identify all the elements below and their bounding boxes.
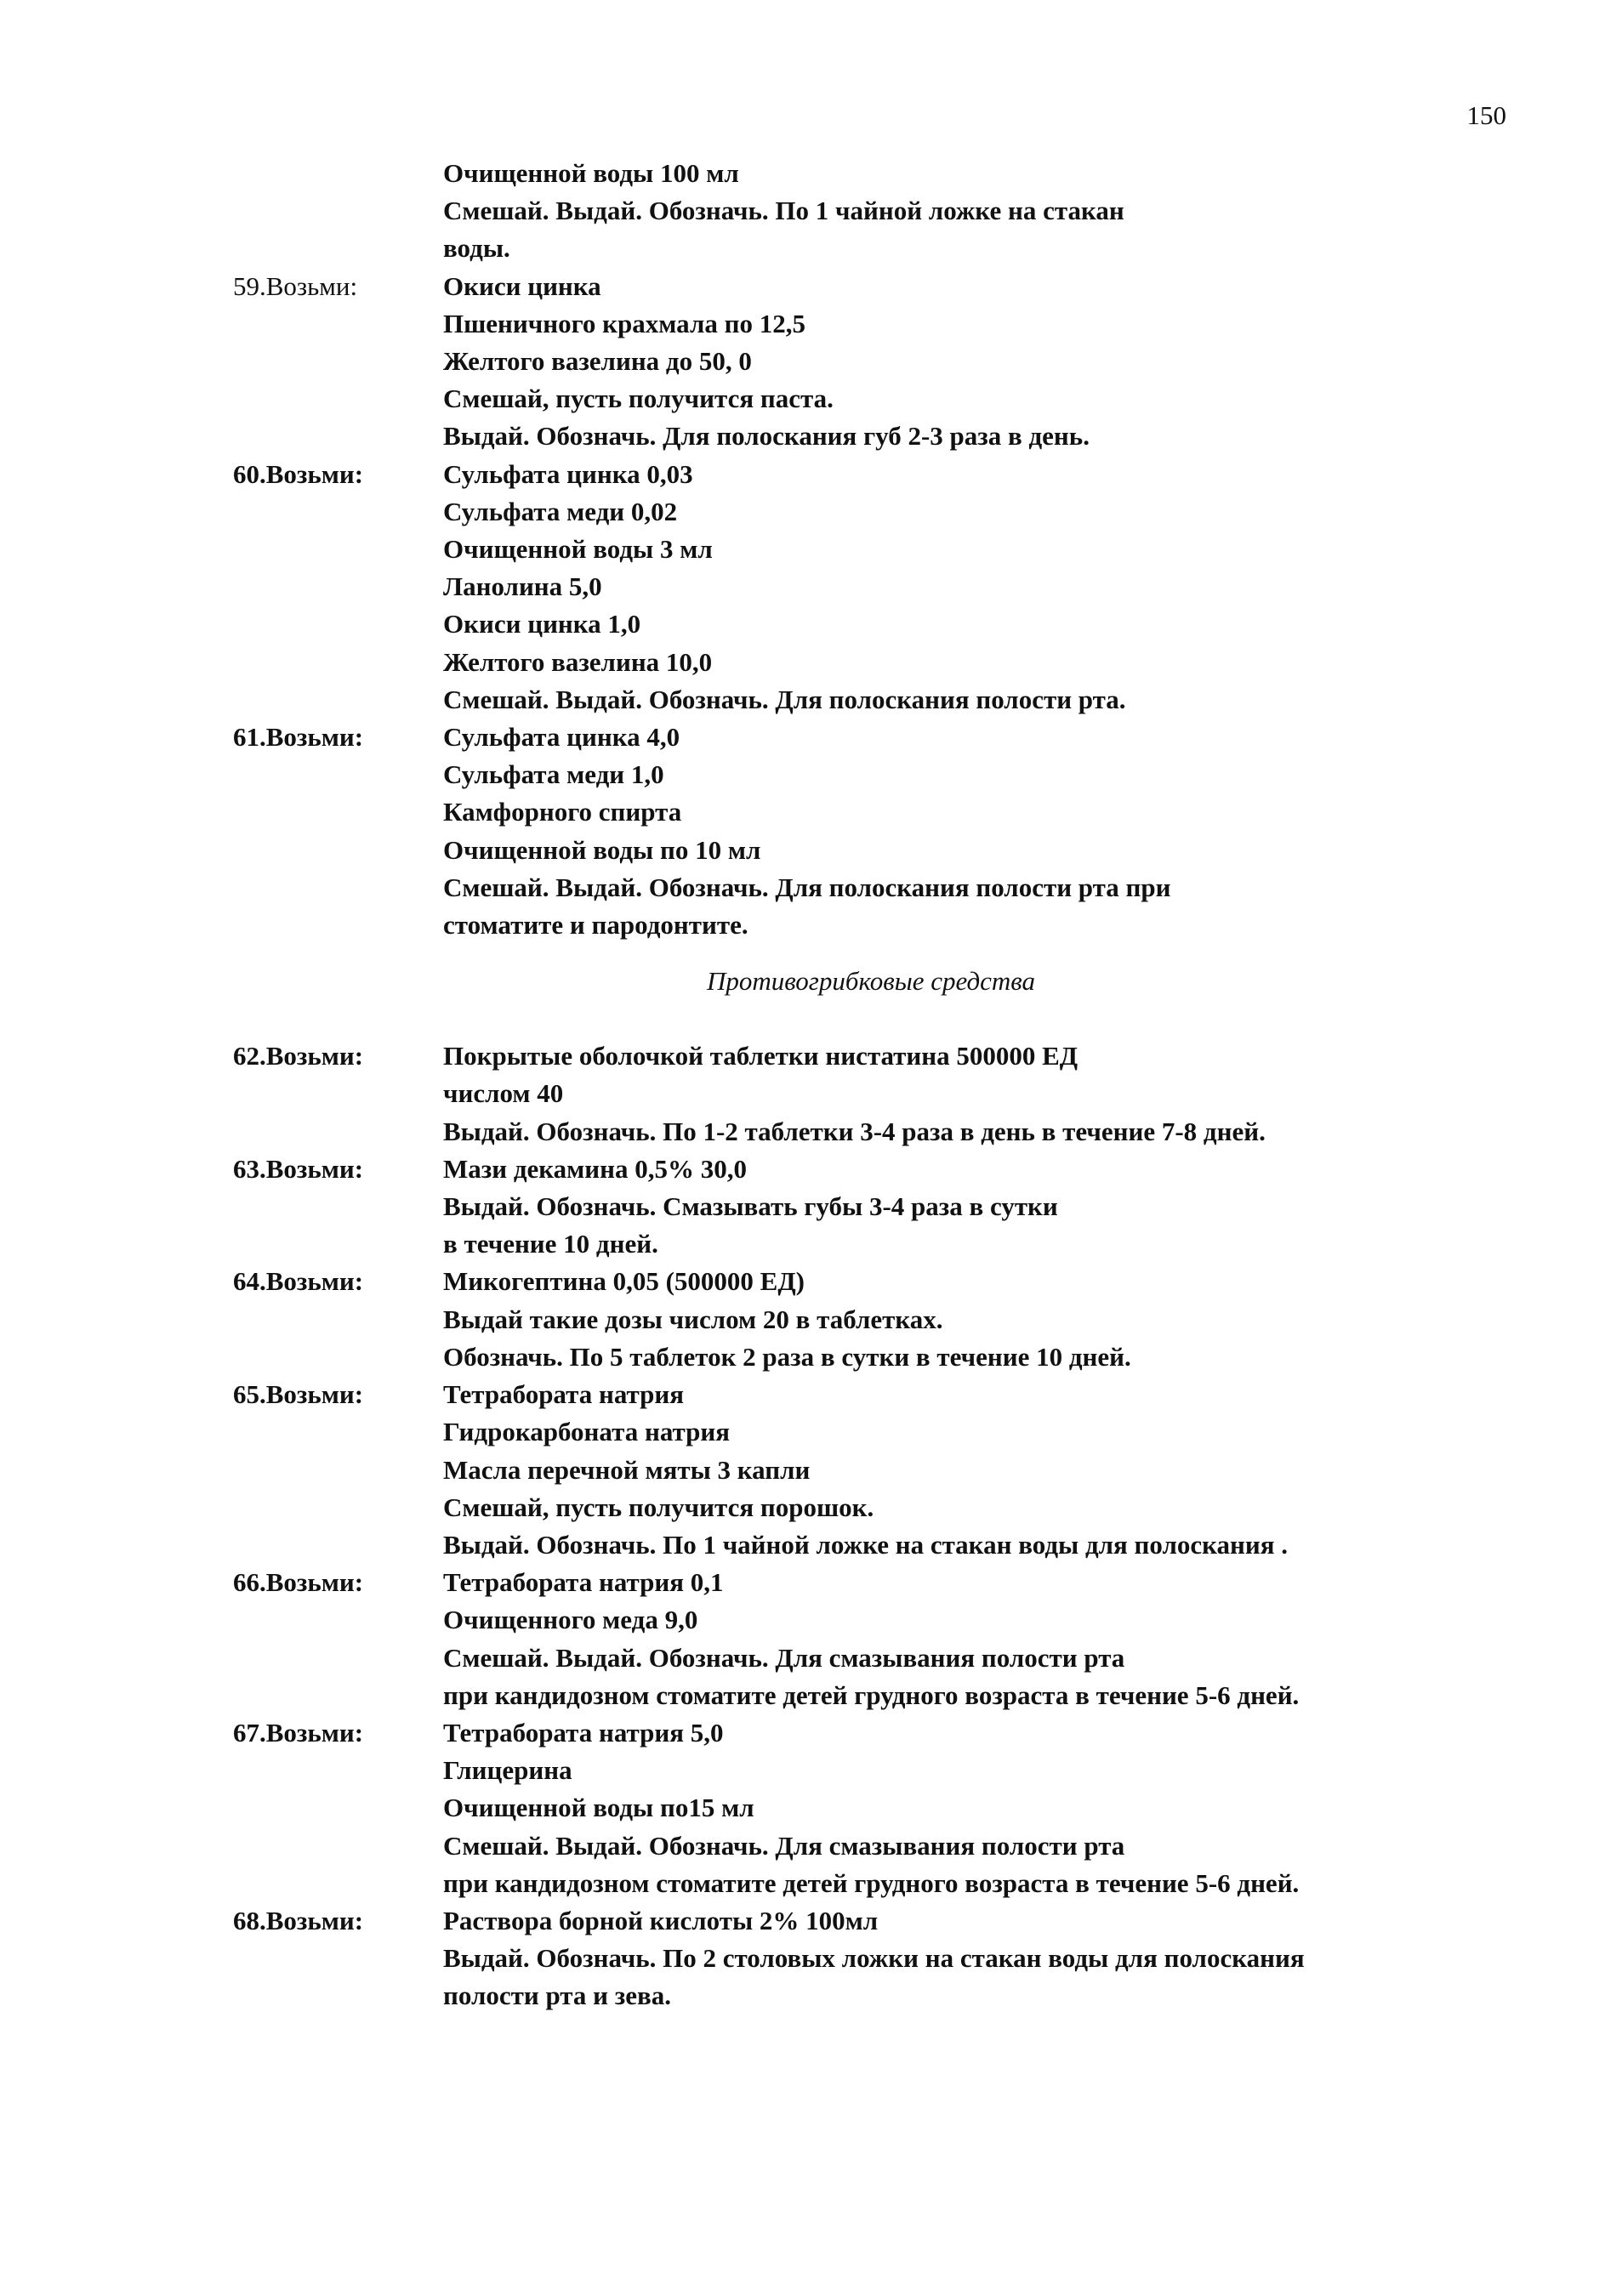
- prescription-line: Тетрабората натрия 5,0: [443, 1717, 724, 1748]
- prescription-lines: [443, 268, 1509, 456]
- prescription-entry: [233, 1564, 1509, 1714]
- prescription-line: Очищенной воды по 10 мл: [443, 834, 761, 865]
- prescription-lines: [443, 456, 1509, 719]
- prescription-line: Тетрабората натрия 0,1: [443, 1567, 724, 1598]
- prescription-line: Очищенной воды 3 мл: [443, 534, 713, 565]
- prescription-entry: [233, 719, 1509, 944]
- prescription-lines: [443, 1714, 1509, 1902]
- prescription-line: Смешай. Выдай. Обозначь. Для смазывания полости рта: [443, 1830, 1125, 1861]
- prescription-line: Обозначь. По 5 таблеток 2 раза в сутки в течение 10 дней.: [443, 1341, 1131, 1372]
- prescription-line: при кандидозном стоматите детей грудного возраста в течение 5-6 дней.: [443, 1867, 1300, 1898]
- prescription-line: Камфорного спирта: [443, 797, 682, 827]
- prescription-line: Пшеничного крахмала по 12,5: [443, 308, 805, 338]
- prescription-line: Очищенного меда 9,0: [443, 1605, 698, 1635]
- prescription-line: Ланолина 5,0: [443, 571, 602, 602]
- prescription-label: 68.Возьми:: [233, 1905, 364, 1935]
- prescription-lines: [443, 1037, 1509, 1151]
- prescription-lines: [443, 1902, 1509, 2015]
- prescription-line: Микогептина 0,05 (500000 ЕД): [443, 1266, 805, 1297]
- prescription-line: Сульфата цинка 0,03: [443, 458, 693, 489]
- prescription-line: Очищенной воды по15 мл: [443, 1793, 754, 1823]
- prescription-line: Раствора борной кислоты 2% 100мл: [443, 1905, 879, 1935]
- prescription-line: воды.: [443, 233, 510, 264]
- prescription-line: Желтого вазелина до 50, 0: [443, 346, 752, 377]
- prescription-label: 63.Возьми:: [233, 1153, 364, 1184]
- prescription-line: Сульфата цинка 4,0: [443, 722, 680, 753]
- prescription-line: Выдай. Обозначь. Для полоскания губ 2-3 раза в день.: [443, 421, 1090, 452]
- prescription-line: Масла перечной мяты 3 капли: [443, 1454, 811, 1485]
- prescription-line: Смешай, пусть получится паста.: [443, 384, 834, 414]
- prescription-entry: [233, 1376, 1509, 1564]
- prescription-entry: [233, 1037, 1509, 1151]
- prescription-line: Окиси цинка 1,0: [443, 609, 641, 639]
- prescription-line: Выдай. Обозначь. По 1-2 таблетки 3-4 раза в день в течение 7-8 дней.: [443, 1116, 1266, 1146]
- page-number: 150: [1466, 100, 1506, 130]
- prescription-line: Смешай. Выдай. Обозначь. Для полоскания полости рта при: [443, 872, 1171, 902]
- prescription-line: Очищенной воды 100 мл: [443, 158, 739, 188]
- prescription-entry: [233, 1902, 1509, 2015]
- prescription-line: Выдай. Обозначь. Смазывать губы 3-4 раза в сутки: [443, 1191, 1058, 1222]
- prescription-line: в течение 10 дней.: [443, 1229, 658, 1259]
- prescription-lines: [443, 155, 1509, 268]
- prescription-line: Мази декамина 0,5% 30,0: [443, 1153, 747, 1184]
- prescription-line: Гидрокарбоната натрия: [443, 1417, 731, 1447]
- prescription-entry: [233, 456, 1509, 719]
- prescription-line: Покрытые оболочкой таблетки нистатина 500000 ЕД: [443, 1041, 1078, 1071]
- prescription-line: стоматите и пародонтите.: [443, 910, 748, 941]
- prescription-line: Тетрабората натрия: [443, 1379, 685, 1410]
- section-heading: Противогрибковые средства: [706, 966, 1036, 997]
- prescription-line: Выдай такие дозы числом 20 в таблетках.: [443, 1304, 943, 1334]
- prescription-lines: [443, 1151, 1509, 1264]
- prescription-line: полости рта и зева.: [443, 1981, 671, 2011]
- prescription-line: при кандидозном стоматите детей грудного возраста в течение 5-6 дней.: [443, 1679, 1300, 1710]
- prescription-label: 59.Возьми:: [233, 270, 358, 301]
- prescription-entry: [233, 1714, 1509, 1902]
- prescription-line: Выдай. Обозначь. По 1 чайной ложке на стакан воды для полоскания .: [443, 1529, 1289, 1560]
- prescription-line: Смешай. Выдай. Обозначь. По 1 чайной ложке на стакан: [443, 196, 1124, 226]
- prescription-line: Сульфата меди 0,02: [443, 496, 678, 526]
- prescription-entry: [233, 268, 1509, 456]
- page-content: [233, 155, 1509, 2015]
- prescription-lines: [443, 1564, 1509, 1714]
- prescription-list-1: [233, 155, 1509, 944]
- prescription-line: Выдай. Обозначь. По 2 столовых ложки на стакан воды для полоскания: [443, 1943, 1305, 1974]
- prescription-label: 61.Возьми:: [233, 722, 364, 753]
- prescription-lines: [443, 1376, 1509, 1564]
- prescription-line: Смешай. Выдай. Обозначь. Для полоскания полости рта.: [443, 684, 1126, 714]
- prescription-entry: [233, 1263, 1509, 1376]
- prescription-line: Окиси цинка: [443, 270, 601, 301]
- prescription-entry: [233, 155, 1509, 268]
- prescription-label: 62.Возьми:: [233, 1041, 364, 1071]
- prescription-list-2: [233, 1037, 1509, 2015]
- prescription-line: Сульфата меди 1,0: [443, 759, 664, 790]
- prescription-lines: [443, 1263, 1509, 1376]
- prescription-line: числом 40: [443, 1078, 564, 1109]
- prescription-label: 60.Возьми:: [233, 458, 364, 489]
- prescription-label: 64.Возьми:: [233, 1266, 364, 1297]
- prescription-line: Смешай. Выдай. Обозначь. Для смазывания полости рта: [443, 1642, 1125, 1673]
- prescription-label: 65.Возьми:: [233, 1379, 364, 1410]
- prescription-entry: [233, 1151, 1509, 1264]
- prescription-line: Желтого вазелина 10,0: [443, 646, 713, 677]
- prescription-line: Глицерина: [443, 1755, 572, 1786]
- prescription-label: 66.Возьми:: [233, 1567, 364, 1598]
- prescription-lines: [443, 719, 1509, 944]
- prescription-line: Смешай, пусть получится порошок.: [443, 1492, 874, 1522]
- prescription-label: 67.Возьми:: [233, 1717, 364, 1748]
